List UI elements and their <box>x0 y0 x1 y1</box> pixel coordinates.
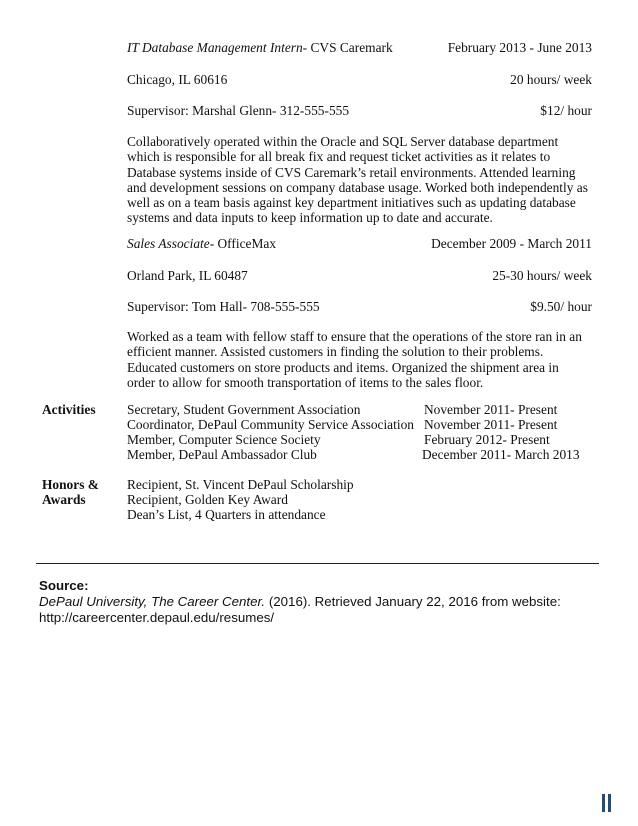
honors-label-line-1: Honors & <box>42 477 99 492</box>
job-2-dates: December 2009 - March 2011 <box>431 236 592 251</box>
job-2-pay: $9.50/ hour <box>530 299 592 314</box>
job-1-hours: 20 hours/ week <box>510 72 592 87</box>
page-mark-icon <box>602 794 612 812</box>
source-citation-title: DePaul University, The Career Center. <box>39 594 266 609</box>
job-1-company: - CVS Caremark <box>302 40 393 55</box>
source-citation-rest: (2016). Retrieved January 22, 2016 from website: <box>265 594 561 609</box>
activity-dates: February 2012- Present <box>424 432 550 447</box>
job-1-title-line <box>127 40 393 56</box>
job-1-dates: February 2013 - June 2013 <box>447 40 592 55</box>
job-2-supervisor: Supervisor: Tom Hall- 708-555-555 <box>127 299 320 314</box>
honor-item: Dean’s List, 4 Quarters in attendance <box>127 507 326 522</box>
divider-rule <box>36 563 599 564</box>
job-1-pay: $12/ hour <box>540 103 592 118</box>
activity-role: Member, DePaul Ambassador Club <box>127 447 317 462</box>
job-1-title: IT Database Management Intern <box>127 40 303 55</box>
honors-label-line-2: Awards <box>42 492 86 507</box>
activity-dates: November 2011- Present <box>424 417 558 432</box>
source-url[interactable]: http://careercenter.depaul.edu/resumes/ <box>39 610 275 625</box>
activity-role: Member, Computer Science Society <box>127 432 321 447</box>
activity-dates: November 2011- Present <box>424 402 558 417</box>
job-2-company: - OfficeMax <box>209 236 277 251</box>
honor-item: Recipient, St. Vincent DePaul Scholarship <box>127 477 354 492</box>
job-2-hours: 25-30 hours/ week <box>492 268 592 283</box>
job-2-title-line <box>127 236 276 252</box>
source-citation <box>39 594 561 611</box>
job-1-supervisor: Supervisor: Marshal Glenn- 312-555-555 <box>127 103 350 118</box>
job-2-title: Sales Associate <box>127 236 210 251</box>
activities-label: Activities <box>42 402 96 417</box>
job-1-location: Chicago, IL 60616 <box>127 72 228 87</box>
activity-role: Secretary, Student Government Association <box>127 402 361 417</box>
activity-role: Coordinator, DePaul Community Service Association <box>127 417 414 432</box>
activity-dates: December 2011- March 2013 <box>422 447 580 462</box>
job-2-location: Orland Park, IL 60487 <box>127 268 248 283</box>
job-2-description: Worked as a team with fellow staff to ensure that the operations of the store ran in an efficient manner. Assisted customers in finding the solution to their problems. Educated customers on store products and items. Organized the shipment area in order to allow for smooth transportation of items to the sales floor. <box>127 329 582 390</box>
job-1-description: Collaboratively operated within the Oracle and SQL Server database department which is responsible for all break fix and request ticket activities as it relates to Database systems inside of CVS Caremark’s retail environments. Attended learning and development sessions on company database usage. Worked both independently as well as on a team basis against key department initiatives such as updating database systems and data inputs to keep information up to date and accurate. <box>127 134 588 226</box>
source-label: Source: <box>39 578 89 593</box>
honor-item: Recipient, Golden Key Award <box>127 492 288 507</box>
